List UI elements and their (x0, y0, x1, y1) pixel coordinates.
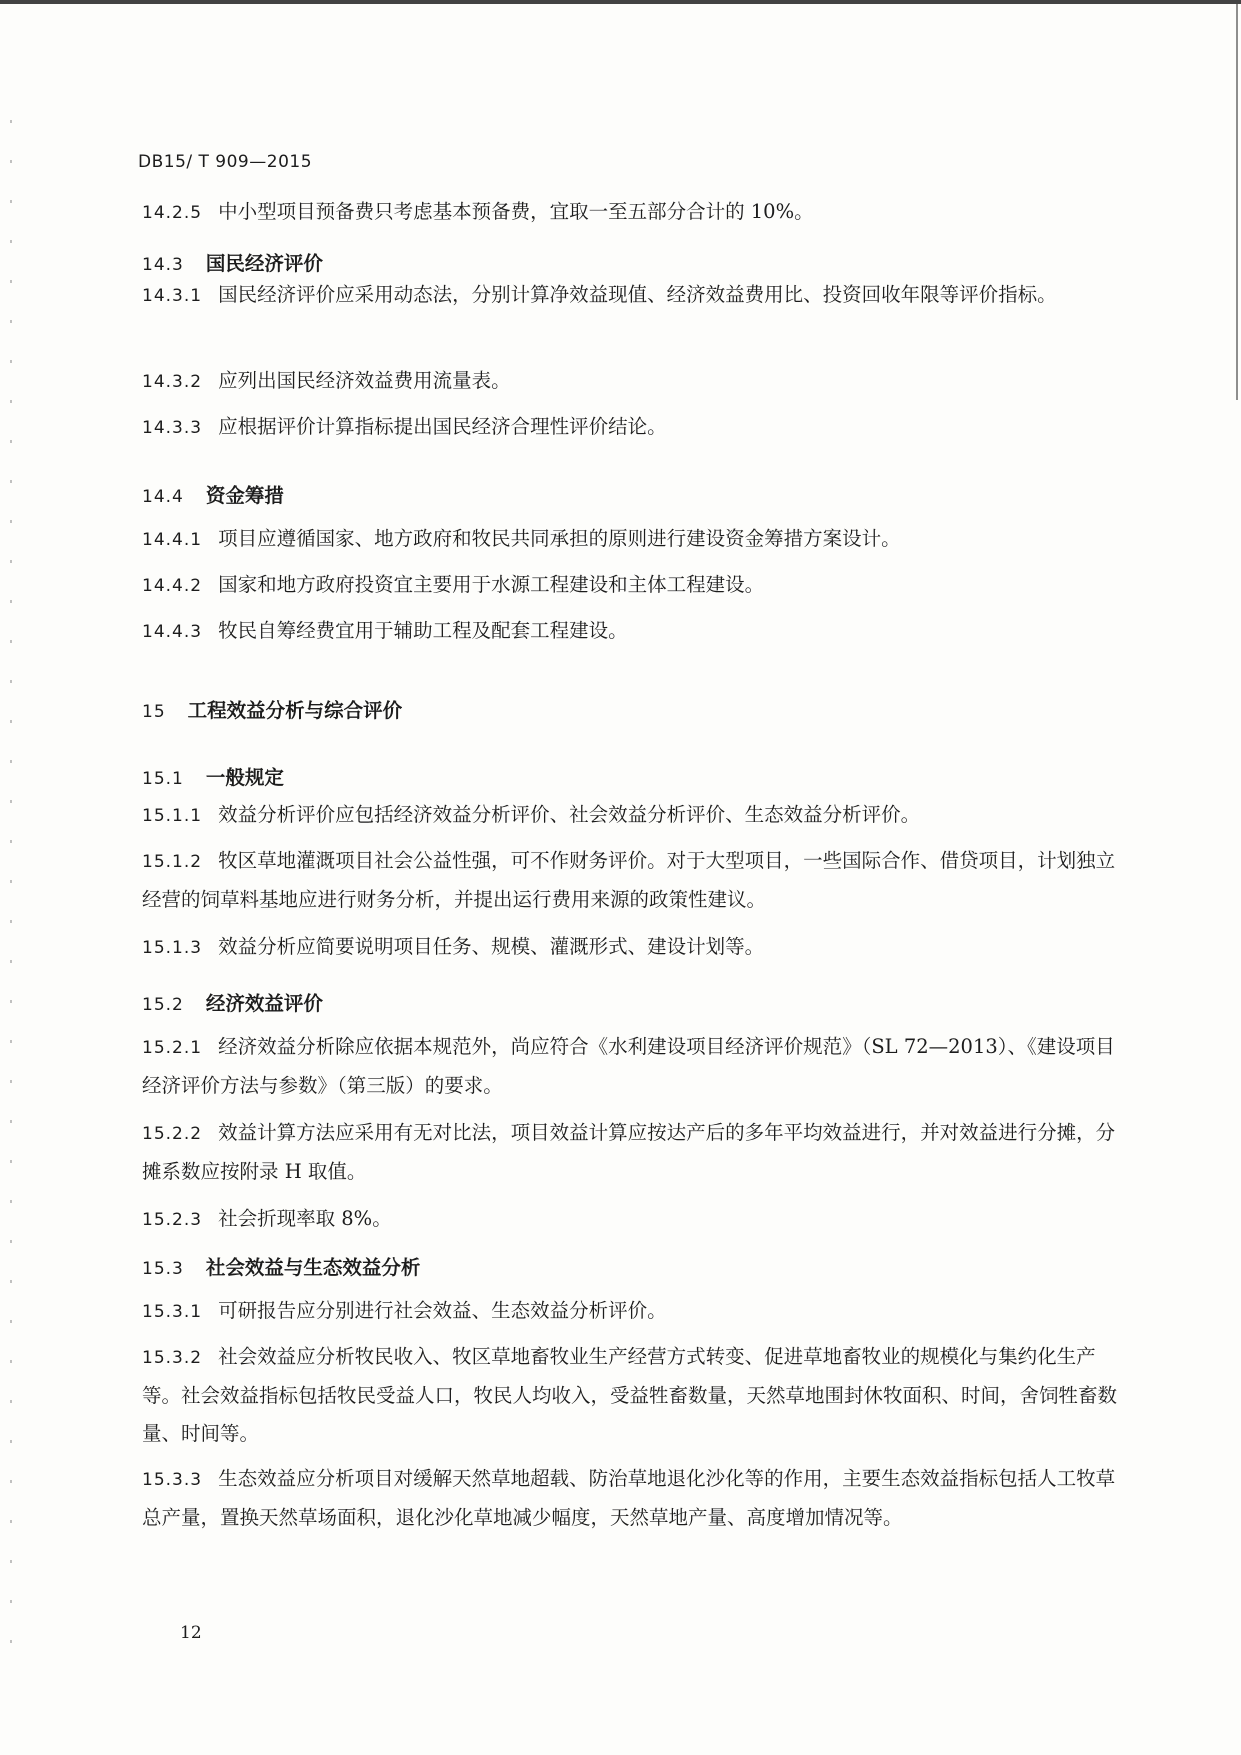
section-15-1-heading: 15.1 一般规定 (142, 766, 284, 789)
clause-15-2-2: 15.2.2 效益计算方法应采用有无对比法，项目效益计算应按达产后的多年平均效益进行，并对效益进行分摊，分摊系数应按附录 H 取值。 (142, 1121, 1116, 1183)
scan-top-border (0, 0, 1241, 4)
clause-15-1-2: 15.1.2 牧区草地灌溉项目社会公益性强，可不作财务评价。对于大型项目，一些国际合作、借贷项目，计划独立经营的饲草料基地应进行财务分析，并提出运行费用来源的政策性建议。 (142, 849, 1116, 911)
clause-14-4-1: 14.4.1 项目应遵循国家、地方政府和牧民共同承担的原则进行建设资金筹措方案设计。 (142, 527, 901, 550)
section-15-2-heading: 15.2 经济效益评价 (142, 992, 323, 1015)
clause-15-2-3: 15.2.3 社会折现率取 8%。 (142, 1207, 392, 1230)
clause-15-2-1: 15.2.1 经济效益分析除应依据本规范外，尚应符合《水利建设项目经济评价规范》（SL 72—2013）、《建设项目经济评价方法与参数》（第三版）的要求。 (142, 1035, 1115, 1097)
scan-left-dots (10, 120, 12, 1680)
clause-14-3-3: 14.3.3 应根据评价计算指标提出国民经济合理性评价结论。 (142, 415, 667, 438)
clause-14-4-2: 14.4.2 国家和地方政府投资宜主要用于水源工程建设和主体工程建设。 (142, 573, 765, 596)
section-14-3-heading: 14.3 国民经济评价 (142, 252, 323, 275)
clause-15-3-2: 15.3.2 社会效益应分析牧民收入、牧区草地畜牧业生产经营方式转变、促进草地畜牧业的规模化与集约化生产等。社会效益指标包括牧民受益人口，牧民人均收入，受益牲畜数量，天然草地围封休牧面积、时间，舍饲牲畜数量、时间等。 (142, 1345, 1118, 1445)
clause-15-3-1: 15.3.1 可研报告应分别进行社会效益、生态效益分析评价。 (142, 1299, 667, 1322)
section-14-4-heading: 14.4 资金筹措 (142, 484, 284, 507)
page-number: 12 (180, 1623, 202, 1643)
clause-14-2-5: 14.2.5 中小型项目预备费只考虑基本预备费，宜取一至五部分合计的 10%。 (142, 200, 814, 223)
clause-14-4-3: 14.4.3 牧民自筹经费宜用于辅助工程及配套工程建设。 (142, 619, 628, 642)
scan-right-border (1236, 0, 1238, 400)
clause-15-3-3: 15.3.3 生态效益应分析项目对缓解天然草地超载、防治草地退化沙化等的作用，主要生态效益指标包括人工牧草总产量，置换天然草场面积，退化沙化草地减少幅度，天然草地产量、高度增加情况等。 (142, 1467, 1116, 1529)
clause-15-1-1: 15.1.1 效益分析评价应包括经济效益分析评价、社会效益分析评价、生态效益分析评价。 (142, 803, 921, 826)
clause-14-3-2: 14.3.2 应列出国民经济效益费用流量表。 (142, 369, 511, 392)
clause-14-3-1: 14.3.1 国民经济评价应采用动态法，分别计算净效益现值、经济效益费用比、投资回收年限等评价指标。 (142, 283, 1057, 306)
chapter-15-heading: 15 工程效益分析与综合评价 (142, 699, 403, 722)
section-15-3-heading: 15.3 社会效益与生态效益分析 (142, 1256, 421, 1279)
standard-code: DB15/ T 909—2015 (138, 152, 313, 172)
clause-15-1-3: 15.1.3 效益分析应简要说明项目任务、规模、灌溉形式、建设计划等。 (142, 935, 765, 958)
